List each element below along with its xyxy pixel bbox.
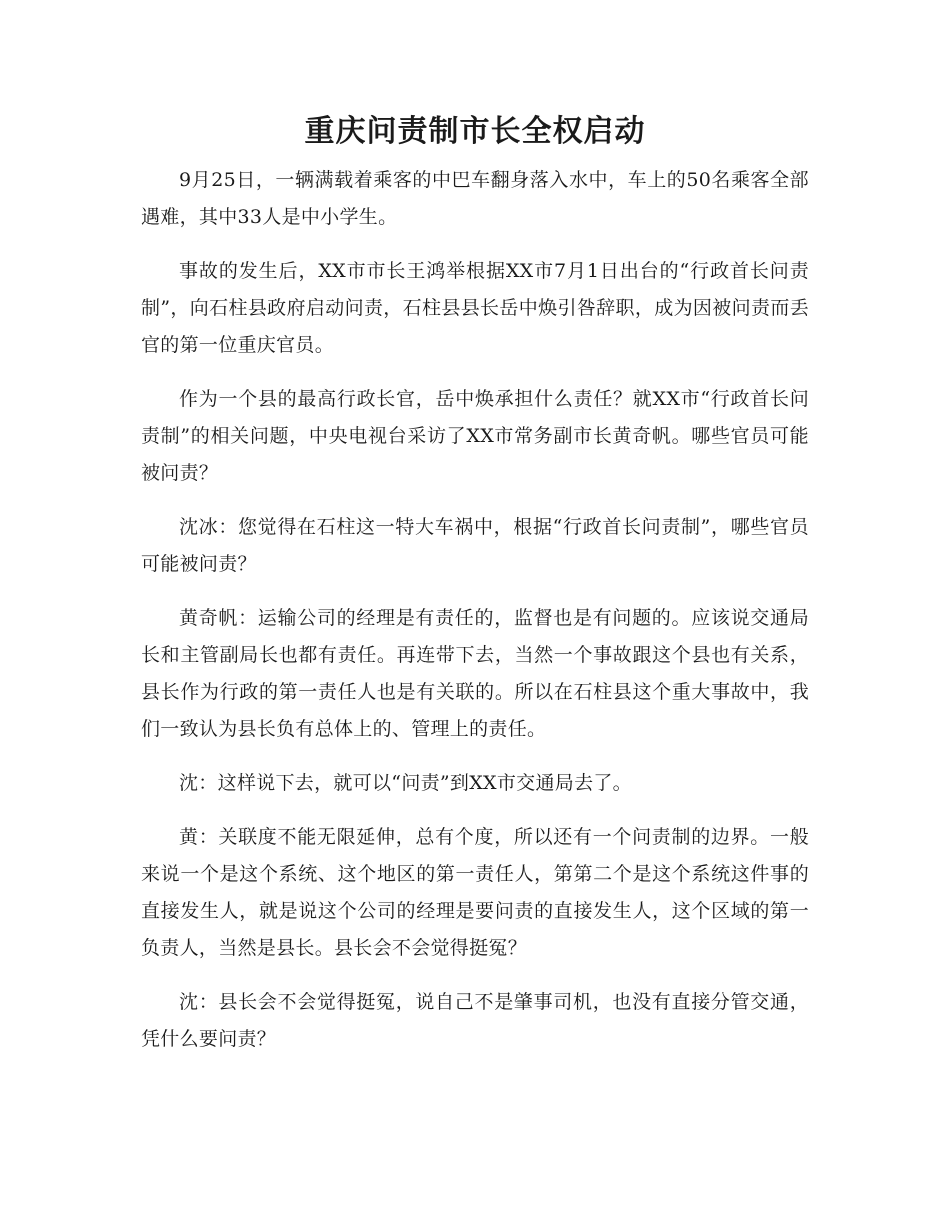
paragraph-answer-1: 黄奇帆：运输公司的经理是有责任的，监督也是有问题的。应该说交通局长和主管副局长也都有责任。再连带下去，当然一个事故跟这个县也有关系，县长作为行政的第一责任人也是有关联的。所以在石柱县这个重大事故中，我们一致认为县长负有总体上的、管理上的责任。	[141, 607, 809, 740]
paragraph-question-3: 沈：县长会不会觉得挺冤，说自己不是肇事司机，也没有直接分管交通，凭什么要问责？	[141, 991, 809, 1050]
paragraph-interview-intro: 作为一个县的最高行政长官，岳中焕承担什么责任？就XX市“行政首长问责制”的相关问题，中央电视台采访了XX市常务副市长黄奇帆。哪些官员可能被问责？	[141, 388, 809, 484]
document-body	[141, 162, 809, 1058]
paragraph-answer-2: 黄：关联度不能无限延伸，总有个度，所以还有一个问责制的边界。一般来说一个是这个系统、这个地区的第一责任人，第第二个是这个系统这件事的直接发生人，就是说这个公司的经理是要问责的直接发生人，这个区域的第一负责人，当然是县长。县长会不会觉得挺冤？	[141, 826, 809, 959]
document-title: 重庆问责制市长全权启动	[304, 114, 646, 149]
paragraph-accountability-launch: 事故的发生后，XX市市长王鸿举根据XX市7月1日出台的“行政首长问责制”，向石柱县政府启动问责，石柱县县长岳中焕引咎辞职，成为因被问责而丢官的第一位重庆官员。	[141, 260, 809, 356]
paragraph-question-1: 沈冰：您觉得在石柱这一特大车祸中，根据“行政首长问责制”，哪些官员可能被问责？	[141, 516, 809, 575]
paragraph-accident-summary: 9月25日，一辆满载着乘客的中巴车翻身落入水中，车上的50名乘客全部遇难，其中33人是中小学生。	[141, 169, 809, 228]
paragraph-question-2: 沈：这样说下去，就可以“问责”到XX市交通局去了。	[179, 772, 632, 794]
